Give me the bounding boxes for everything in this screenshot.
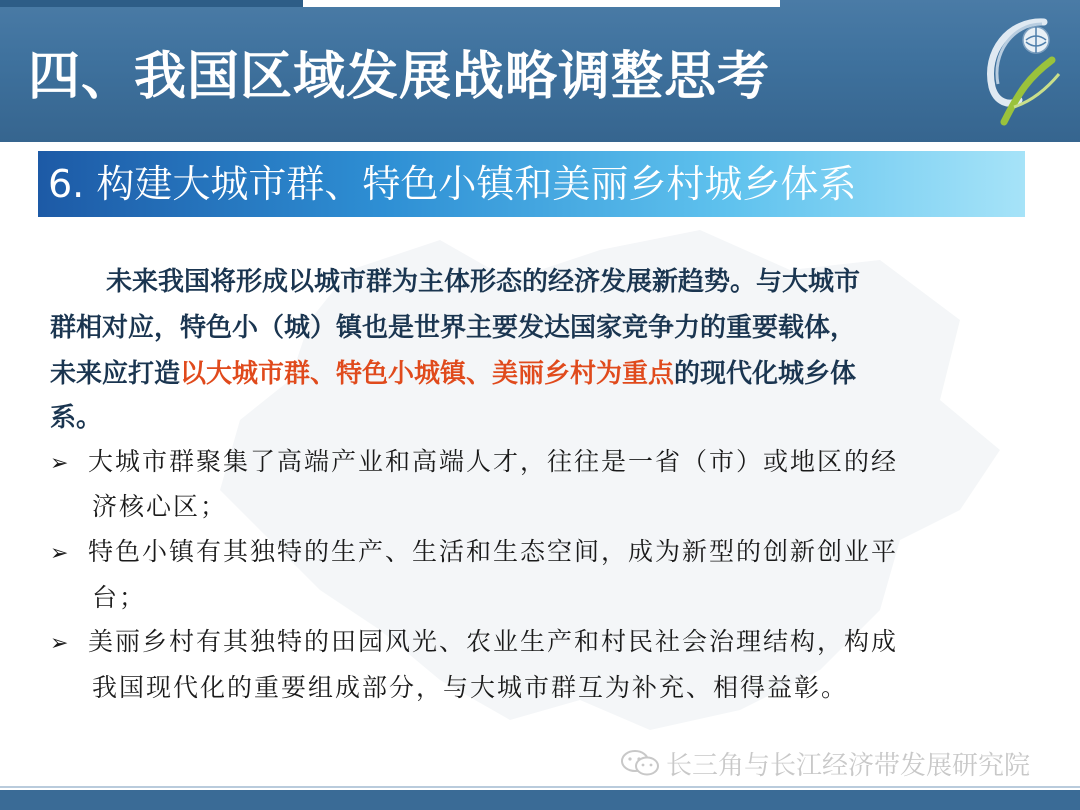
bullet-arrow-icon: ➢ — [50, 631, 71, 656]
institute-logo-icon — [974, 12, 1066, 130]
intro-line-4: 系。 — [50, 403, 103, 433]
bullet-2-continuation: 台； — [92, 583, 147, 612]
bullet-1-text: 大城市群聚集了高端产业和高端人才，往往是一省（市）或地区的经 — [88, 447, 899, 476]
wechat-watermark — [620, 745, 1030, 781]
footer-divider — [0, 786, 1080, 788]
intro-line-3 — [50, 351, 1030, 397]
intro-line-3-start: 未来应打造 — [50, 359, 181, 389]
intro-highlight: 以大城市群、特色小城镇、美丽乡村为重点 — [180, 359, 675, 389]
wechat-icon — [620, 748, 660, 778]
header-notch — [303, 0, 780, 7]
bullet-item-2 — [50, 529, 1030, 577]
slide-title: 四、我国区域发展战略调整思考 — [28, 47, 771, 107]
bullet-arrow-icon: ➢ — [50, 451, 71, 476]
intro-line-3-end: 的现代化城乡体 — [674, 359, 857, 389]
bullet-2-text: 特色小镇有其独特的生产、生活和生态空间，成为新型的创新创业平 — [88, 537, 899, 566]
footer-bar — [0, 790, 1080, 810]
intro-line-2: 群相对应，特色小（城）镇也是世界主要发达国家竞争力的重要载体， — [50, 313, 857, 343]
section-subtitle: 6. 构建大城市群、特色小镇和美丽乡村城乡体系 — [48, 162, 857, 206]
intro-line-1: 未来我国将形成以城市群为主体形态的经济发展新趋势。与大城市 — [106, 267, 861, 297]
bullet-item-3 — [50, 619, 1030, 667]
bullet-arrow-icon: ➢ — [50, 541, 71, 566]
watermark-text: 长三角与长江经济带发展研究院 — [666, 750, 1031, 781]
bullet-item-1 — [50, 439, 1030, 487]
bullet-3-continuation: 我国现代化的重要组成部分，与大城市群互为补充、相得益彰。 — [92, 673, 849, 702]
bullet-3-text: 美丽乡村有其独特的田园风光、农业生产和村民社会治理结构，构成 — [88, 627, 899, 656]
bullet-1-continuation: 济核心区； — [92, 492, 228, 521]
header-top-stripe — [0, 0, 303, 7]
